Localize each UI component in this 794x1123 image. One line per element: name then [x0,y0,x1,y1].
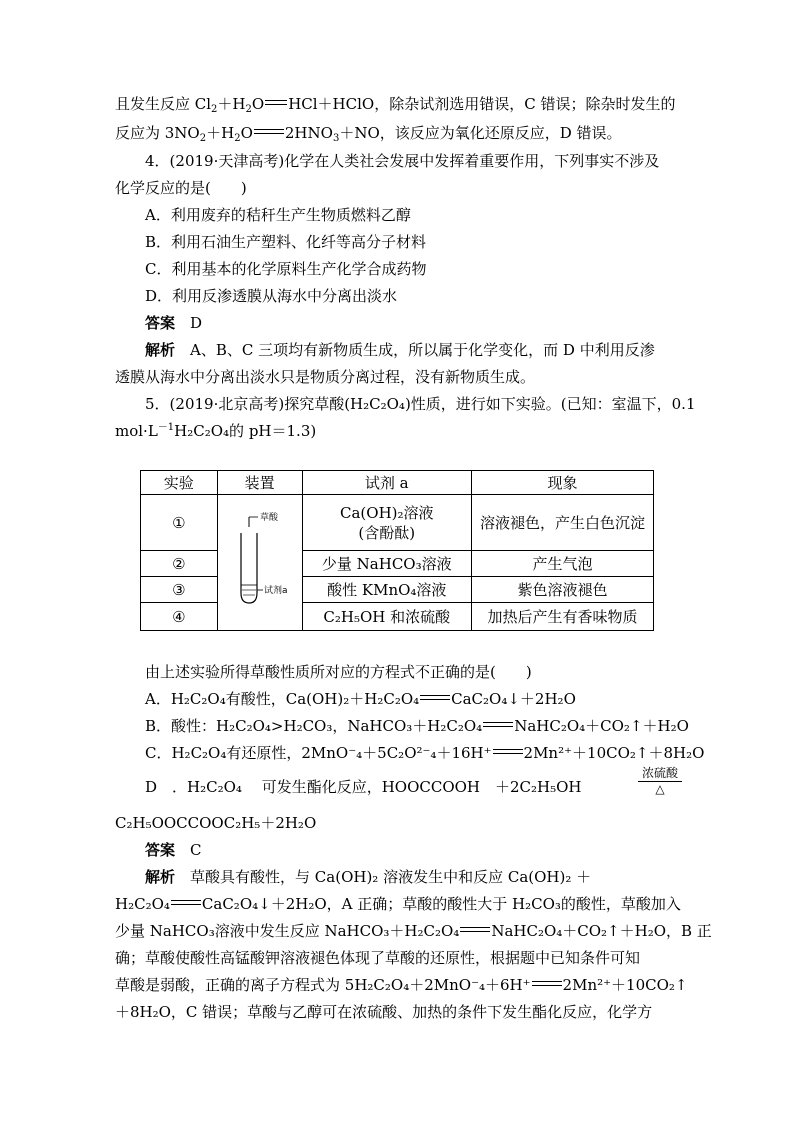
row-reagent: 少量 NaHCO₃溶液 [302,551,471,577]
q5-option-d-product: C₂H₅OOCCOOC₂H₅＋2H₂O [115,814,317,832]
q4-explanation-line-1: 解析 A、B、C 三项均有新物质生成，所以属于化学变化，而 D 中利用反渗 [145,341,655,359]
q5-explanation-line-5: 草酸是弱酸，正确的离子方程式为 5H₂C₂O₄＋2MnO⁻₄＋6H⁺ 2Mn²⁺＋10CO₂↑ [115,976,688,994]
row-phenomenon: 溶液褪色，产生白色沉淀 [471,495,653,551]
row-number: ② [141,551,218,577]
prev-explanation-line-2: 反应为 $3NO_2+H_2O$ $2HNO_3+NO$，该反应为氧化还原反应，D 错误。 [115,124,622,144]
experiment-table [140,470,654,631]
row-reagent: 酸性 KMnO₄溶液 [302,577,471,603]
q5-stem-line-2: $mol\cdot L^{-1}H_2C_2O_4$的 pH＝1.3) [115,422,317,440]
answer-label: 答案 [145,841,176,859]
table-header-row [141,471,654,495]
condition-catalyst: 浓硫酸 [641,766,678,780]
q4-answer [145,312,202,334]
answer-value: C [190,841,202,859]
q4-stem-line-2: 化学反应的是( ) [115,179,247,197]
apparatus-label-reagent: 试剂a [263,586,288,596]
equals-sign [254,129,284,134]
equals-sign [532,981,562,986]
q5-option-a: A．H₂C₂O₄有酸性，Ca(OH)₂＋H₂C₂O₄ CaC₂O₄↓＋2H₂O [145,690,576,708]
row-phenomenon: 加热后产生有香味物质 [471,603,653,631]
header-phenomenon: 现象 [471,471,653,495]
explanation-label: 解析 [145,341,176,359]
q5-question: 由上述实验所得草酸性质所对应的方程式不正确的是( ) [145,663,532,681]
q5-explanation-line-6: ＋8H₂O，C 错误；草酸与乙醇可在浓硫酸、加热的条件下发生酯化反应，化学方 [115,1003,653,1021]
q5-option-b: B．酸性：H₂C₂O₄>H₂CO₃，NaHCO₃＋H₂C₂O₄ NaHC₂O₄＋CO₂↑＋H₂O [145,717,689,735]
row-reagent: Ca(OH)₂溶液 (含酚酞) [302,495,471,551]
test-tube-diagram [218,505,302,615]
row-reagent: C₂H₅OH 和浓硫酸 [302,603,471,631]
answer-value: D [190,314,203,332]
row-number: ③ [141,577,218,603]
q5-stem-line-1: 5．(2019·北京高考)探究草酸(H₂C₂O₄)性质，进行如下实验。(已知：室温下，0.1 [145,395,696,413]
equals-sign [493,749,523,754]
answer-label: 答案 [145,314,176,332]
apparatus-cell [217,495,302,631]
header-experiment: 实验 [141,471,218,495]
q5-explanation-line-4: 确；草酸使酸性高锰酸钾溶液褪色体现了草酸的还原性，根据题中已知条件可知 [115,949,641,967]
apparatus-label-oxalic-acid: 草酸 [259,513,278,523]
equals-sign [460,927,490,932]
row-number: ④ [141,603,218,631]
header-apparatus: 装置 [217,471,302,495]
q5-explanation-line-3: 少量 NaHCO₃溶液中发生反应 NaHCO₃＋H₂C₂O₄ NaHC₂O₄＋CO₂↑＋H₂O，B 正 [115,922,712,940]
q5-option-c: C．H₂C₂O₄有还原性，2MnO⁻₄＋5C₂O²⁻₄＋16H⁺ 2Mn²⁺＋10CO₂↑＋8H₂O [145,744,705,762]
q5-explanation-line-2: H₂C₂O₄ CaC₂O₄↓＋2H₂O，A 正确；草酸的酸性大于 H₂CO₃的酸性，草酸加入 [115,895,681,913]
header-reagent: 试剂 a [302,471,471,495]
row-phenomenon: 产生气泡 [471,551,653,577]
row-phenomenon: 紫色溶液褪色 [471,577,653,603]
equals-sign [171,900,201,905]
q5-option-d: D ．H₂C₂O₄ 可发生酯化反应，HOOCCOOH ＋2C₂H₅OH [145,778,582,796]
test-tube-icon [241,533,257,603]
q5-explanation-line-1: 解析 草酸具有酸性，与 Ca(OH)₂ 溶液发生中和反应 Ca(OH)₂ ＋ [145,868,592,886]
q4-stem-line-1: 4．(2019·天津高考)化学在人类社会发展中发挥着重要作用，下列事实不涉及 [145,152,660,170]
explanation-label: 解析 [145,868,176,886]
reaction-condition [636,767,684,796]
prev-explanation-line-1: 且发生反应 $Cl_2+H_2O$ HCl＋HClO，除杂试剂选用错误，C 错误；除杂时发生的 [115,95,676,115]
condition-heat: △ [655,782,665,796]
row-number: ① [141,495,218,551]
q5-answer [145,839,202,861]
q4-option-d: D．利用反渗透膜从海水中分离出淡水 [145,287,398,305]
table-row [141,495,654,551]
q4-explanation-line-2: 透膜从海水中分离出淡水只是物质分离过程，没有新物质生成。 [115,368,536,386]
q4-option-c: C．利用基本的化学原料生产化学合成药物 [145,260,427,278]
equilibrium-sign [265,100,287,105]
equals-sign [483,722,513,727]
q4-option-a: A．利用废弃的秸秆生产生物质燃料乙醇 [145,206,411,224]
equals-sign [420,695,450,700]
q4-option-b: B．利用石油生产塑料、化纤等高分子材料 [145,233,427,251]
